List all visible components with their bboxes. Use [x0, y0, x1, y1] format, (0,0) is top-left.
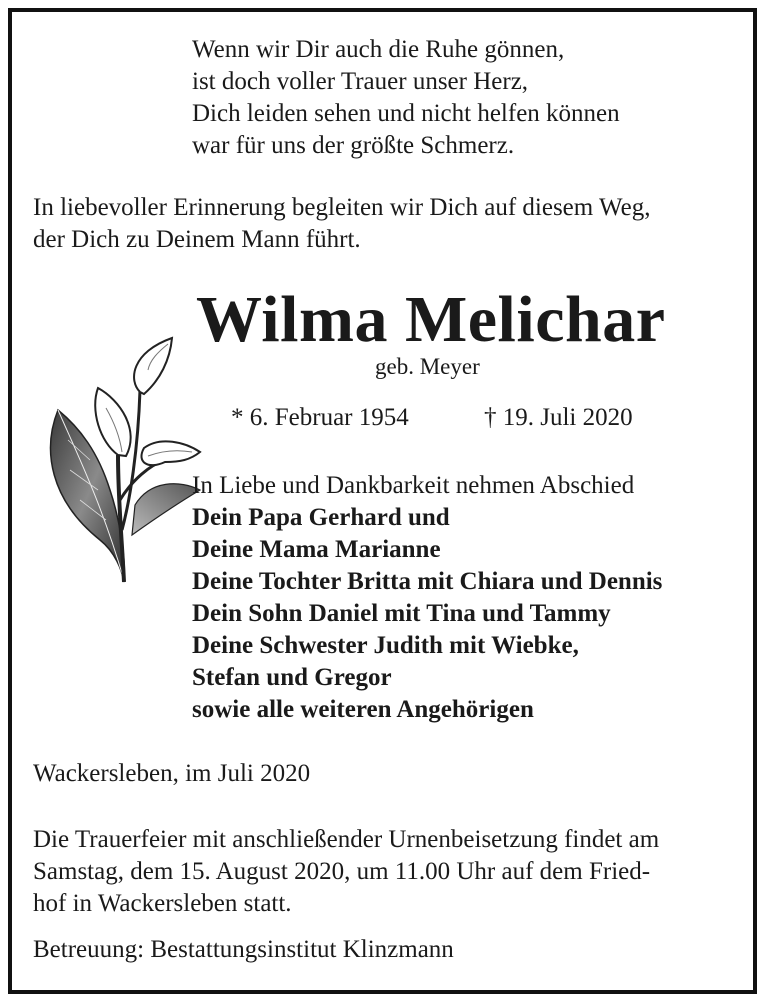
- mourners-intro: In Liebe und Dankbarkeit nehmen Abschied: [192, 472, 635, 499]
- mourner-line: Deine Schwester Judith mit Wiebke,: [192, 632, 579, 659]
- service-line: Samstag, dem 15. August 2020, um 11.00 Uhr auf dem Fried-: [33, 858, 651, 885]
- mourner-line: Dein Papa Gerhard und: [192, 504, 450, 531]
- poem-line: war für uns der größte Schmerz.: [192, 132, 515, 159]
- maiden-name: geb. Meyer: [375, 354, 480, 379]
- place-date: Wackersleben, im Juli 2020: [33, 760, 311, 787]
- deceased-name: Wilma Melichar: [196, 283, 666, 356]
- poem-line: Dich leiden sehen und nicht helfen können: [192, 100, 620, 127]
- calla-lily-icon: [40, 330, 202, 585]
- intro-line: der Dich zu Deinem Mann führt.: [33, 226, 361, 253]
- funeral-home: Betreuung: Bestattungsinstitut Klinzmann: [33, 936, 454, 963]
- mourner-line: Dein Sohn Daniel mit Tina und Tammy: [192, 600, 611, 627]
- service-line: hof in Wackersleben statt.: [33, 890, 292, 917]
- poem-line: ist doch voller Trauer unser Herz,: [192, 68, 529, 95]
- mourner-line: Deine Mama Marianne: [192, 536, 441, 563]
- service-info: [33, 824, 659, 920]
- mourners-block: [192, 470, 662, 726]
- service-line: Die Trauerfeier mit anschließender Urnenbeisetzung findet am: [33, 826, 660, 853]
- poem-line: Wenn wir Dir auch die Ruhe gönnen,: [192, 36, 565, 63]
- poem: [192, 34, 620, 162]
- birth-date: * 6. Februar 1954: [231, 404, 409, 431]
- intro-text: [33, 192, 650, 256]
- obituary-notice: [8, 8, 757, 994]
- mourner-line: Deine Tochter Britta mit Chiara und Dennis: [192, 568, 663, 595]
- mourner-line: Stefan und Gregor: [192, 664, 392, 691]
- death-date: † 19. Juli 2020: [484, 404, 633, 431]
- intro-line: In liebevoller Erinnerung begleiten wir Dich auf diesem Weg,: [33, 194, 651, 221]
- mourner-line: sowie alle weiteren Angehörigen: [192, 696, 534, 723]
